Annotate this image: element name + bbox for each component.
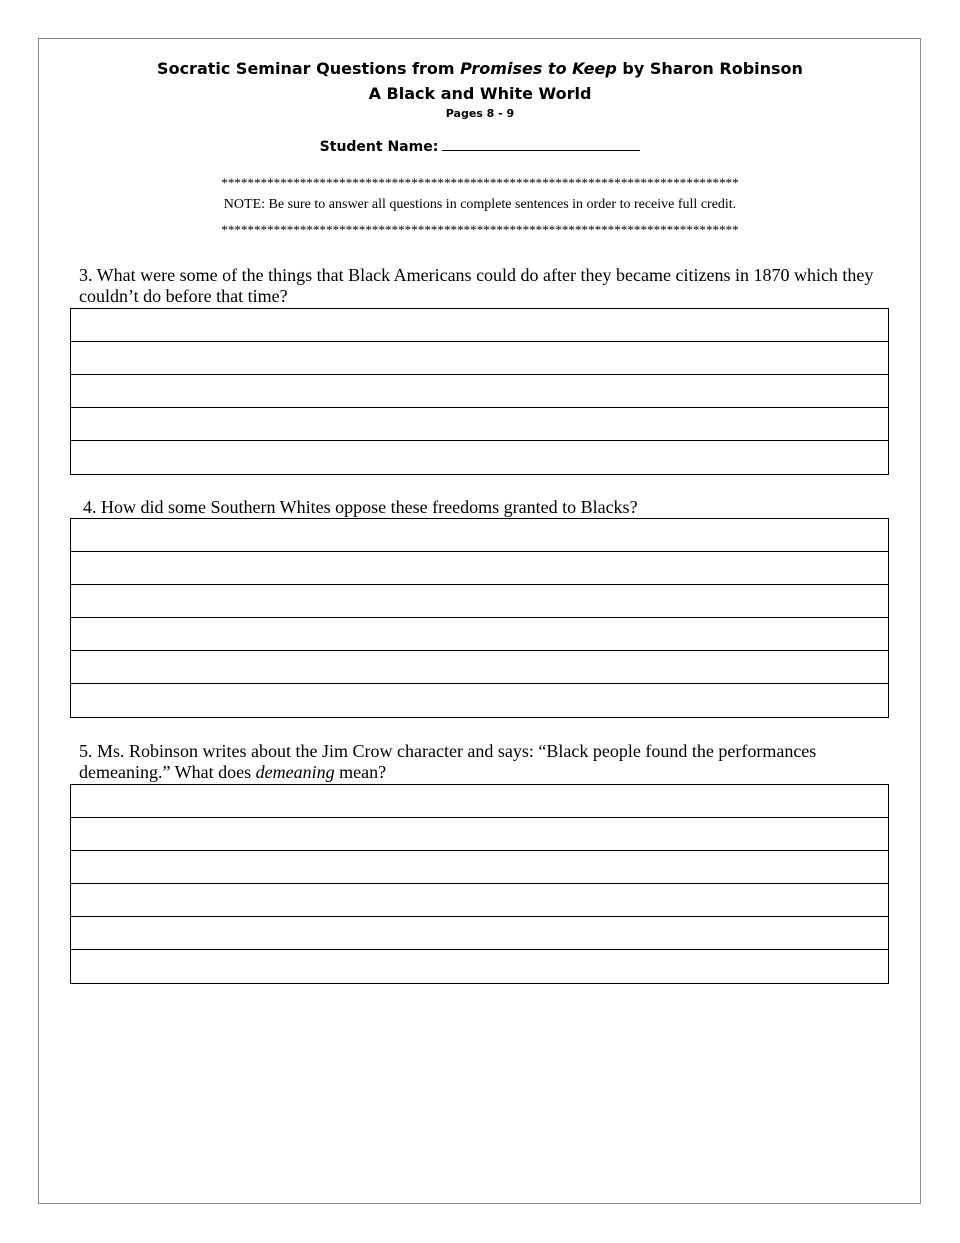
star-divider-top: ******************************************************************************* <box>221 175 739 190</box>
answer-line[interactable] <box>71 309 888 342</box>
answer-line[interactable] <box>71 585 888 618</box>
answer-line[interactable] <box>71 375 888 408</box>
title-suffix: by Sharon Robinson <box>616 59 803 78</box>
answer-line[interactable] <box>71 618 888 651</box>
answer-line[interactable] <box>71 785 888 818</box>
answer-line[interactable] <box>71 884 888 917</box>
answer-line[interactable] <box>71 851 888 884</box>
page-range: Pages 8 - 9 <box>445 107 515 120</box>
question-5 <box>79 741 899 783</box>
worksheet-subtitle: A Black and White World <box>368 84 592 103</box>
answer-box-4[interactable] <box>70 518 889 718</box>
title-prefix: Socratic Seminar Questions from <box>157 59 461 78</box>
answer-line[interactable] <box>71 408 888 441</box>
student-name-label: Student Name: <box>319 139 439 155</box>
answer-line[interactable] <box>71 519 888 552</box>
worksheet-title <box>0 59 960 78</box>
question-5-text-before: 5. Ms. Robinson writes about the Jim Crow character and says: “Black people found the performances demeaning.” What does <box>79 741 817 782</box>
question-5-text-after: mean? <box>334 762 387 782</box>
answer-line[interactable] <box>71 342 888 375</box>
answer-box-3[interactable] <box>70 308 889 475</box>
answer-line[interactable] <box>71 441 888 474</box>
answer-box-5[interactable] <box>70 784 889 984</box>
answer-line[interactable] <box>71 552 888 585</box>
answer-line[interactable] <box>71 684 888 717</box>
student-name-row <box>0 136 960 155</box>
note-text: NOTE: Be sure to answer all questions in complete sentences in order to receive full credit. <box>223 197 737 212</box>
answer-line[interactable] <box>71 950 888 983</box>
student-name-field[interactable] <box>442 136 640 151</box>
answer-line[interactable] <box>71 818 888 851</box>
question-5-italic-word: demeaning <box>255 762 335 782</box>
question-3: 3. What were some of the things that Black Americans could do after they became citizens in 1870 which they couldn’t do before that time? <box>79 265 874 306</box>
star-divider-bottom: ******************************************************************************* <box>221 222 739 237</box>
answer-line[interactable] <box>71 917 888 950</box>
answer-line[interactable] <box>71 651 888 684</box>
question-4: 4. How did some Southern Whites oppose these freedoms granted to Blacks? <box>83 497 638 517</box>
book-title: Promises to Keep <box>460 59 617 78</box>
